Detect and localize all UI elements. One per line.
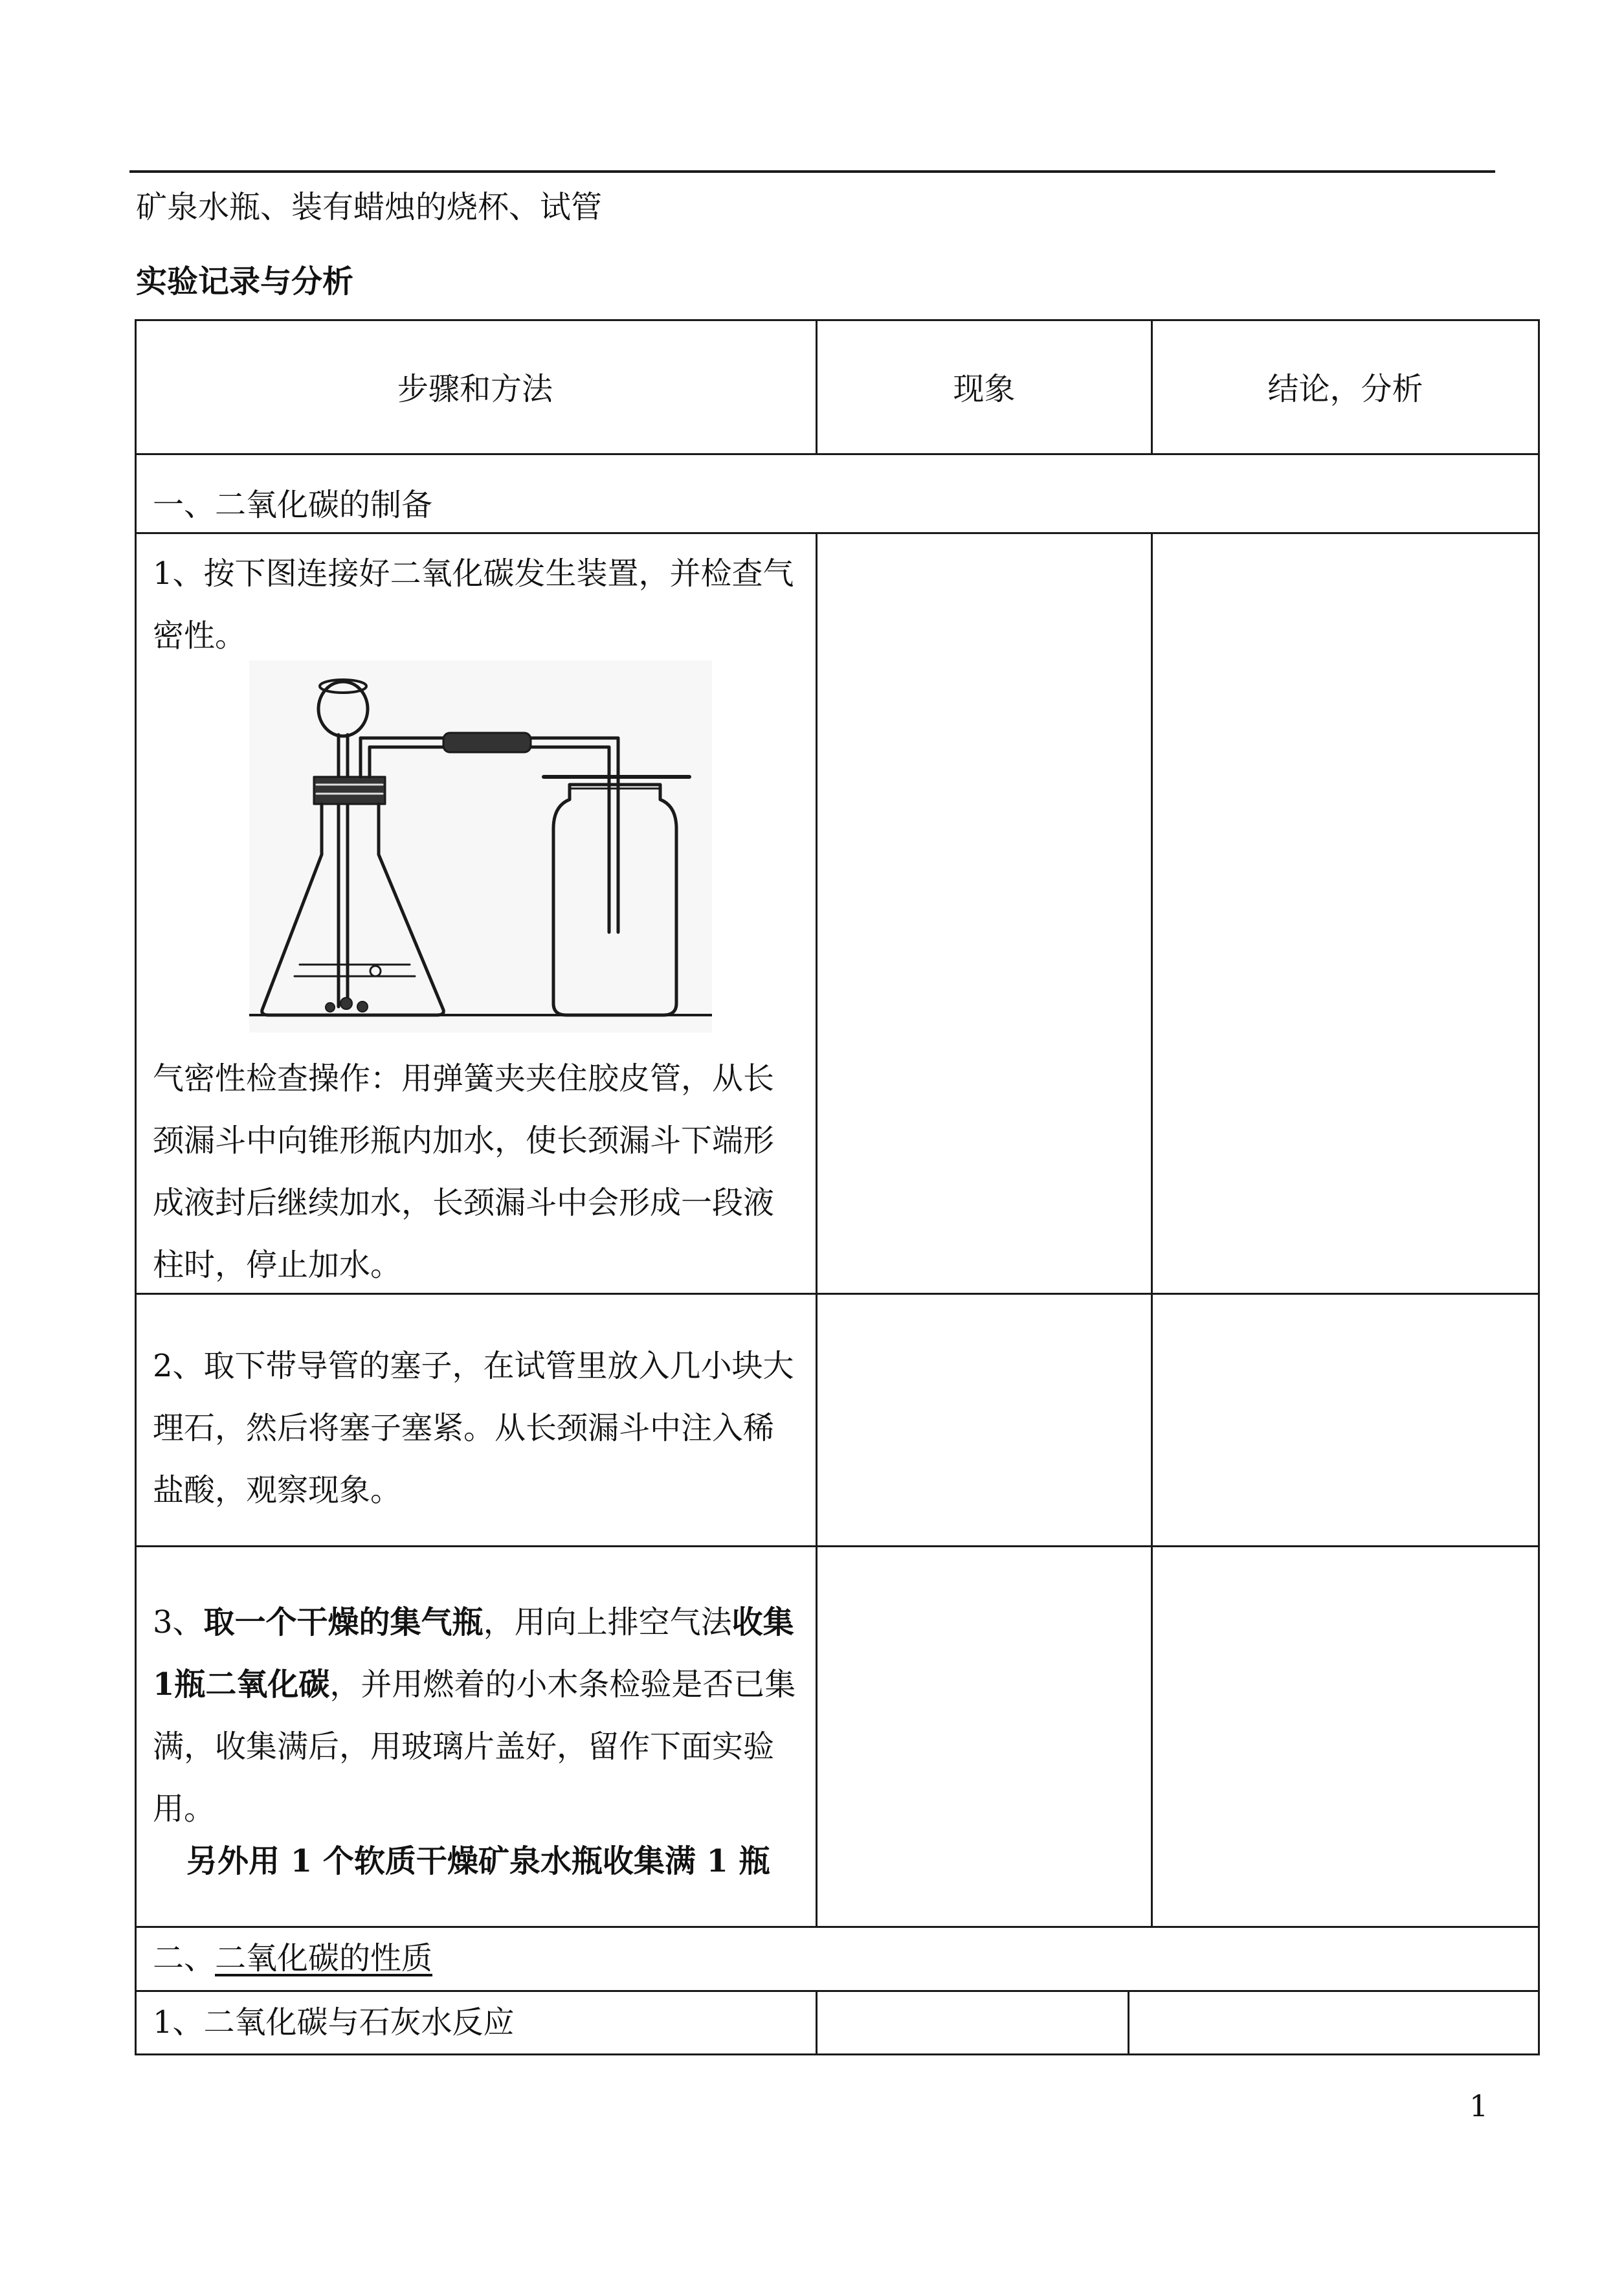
part2-title: 二、二氧化碳的性质 xyxy=(153,1940,433,1976)
header-conclusion: 结论，分析 xyxy=(1267,371,1423,407)
header-steps: 步骤和方法 xyxy=(397,371,553,407)
header-phenomenon: 现象 xyxy=(953,371,1016,407)
step3-bold-dry-jar: 取一个干燥的集气瓶 xyxy=(203,1604,484,1640)
step2-text: 2、取下带导管的塞子，在试管里放入几小块大理石，然后将塞子塞紧。从长颈漏斗中注入稀盐酸，观察现象。 xyxy=(153,1348,794,1508)
step3-text: 3、取一个干燥的集气瓶，用向上排空气法收集1瓶二氧化碳，并用燃着的小木条检验是否已集满，收集满后，用玻璃片盖好，留作下面实验用。 xyxy=(153,1604,796,1827)
header-rule xyxy=(129,170,1495,173)
part1-title: 一、二氧化碳的制备 xyxy=(153,487,433,523)
step3-bold-collect: 收集1瓶二氧化碳 xyxy=(153,1604,794,1703)
step3-extra-note: 另外用 1 个软质干燥矿泉水瓶收集满 1 瓶 xyxy=(186,1843,770,1879)
airtight-check-text: 气密性检查操作：用弹簧夹夹住胶皮管，从长颈漏斗中向锥形瓶内加水，使长颈漏斗下端形成液封后继续加水，长颈漏斗中会形成一段液柱时，停止加水。 xyxy=(153,1060,775,1283)
section-heading: 实验记录与分析 xyxy=(136,263,354,300)
co2-generator-apparatus xyxy=(249,660,712,1033)
materials-line: 矿泉水瓶、装有蜡烛的烧杯、试管 xyxy=(136,189,603,225)
part2-row1-text: 1、二氧化碳与石灰水反应 xyxy=(153,2004,515,2041)
step1-text: 1、按下图连接好二氧化碳发生装置，并检查气密性。 xyxy=(153,555,794,654)
page-number: 1 xyxy=(1469,2088,1489,2123)
